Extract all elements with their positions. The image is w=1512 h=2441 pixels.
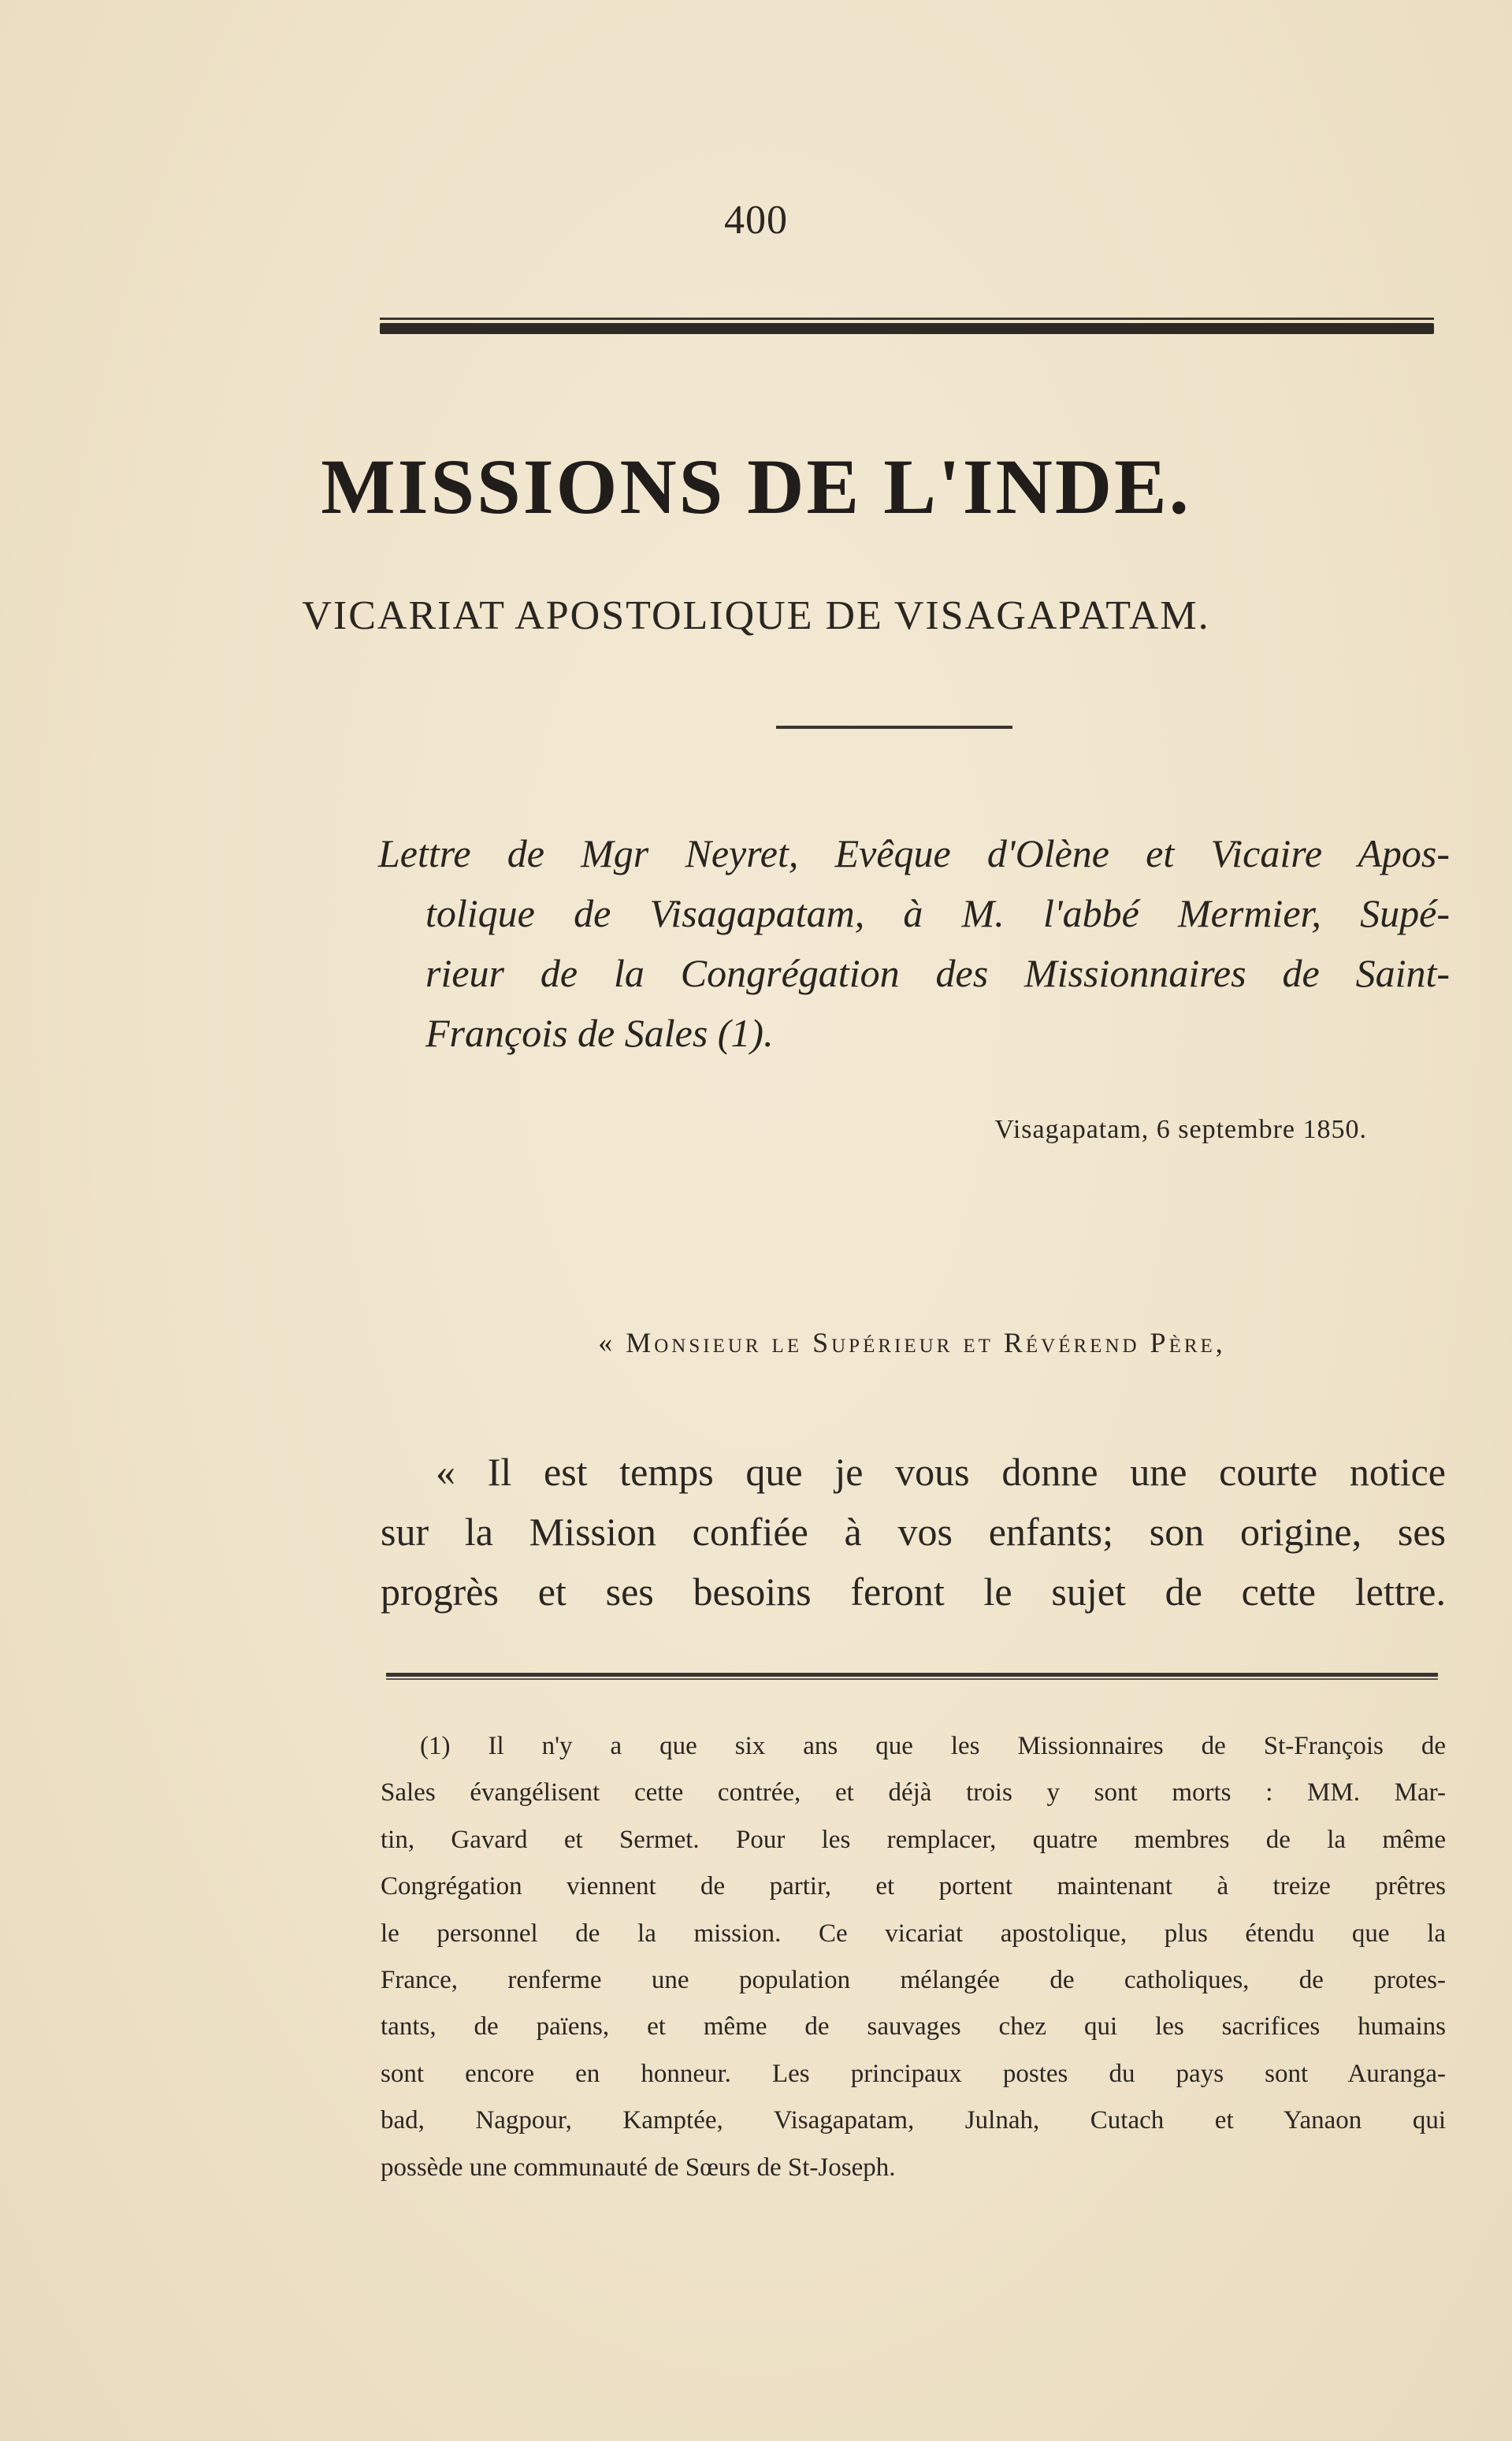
page-number: 400 — [724, 198, 788, 243]
footnote-line: bad, Nagpour, Kamptée, Visagapatam, Julnah, Cutach et Yanaon qui — [381, 2106, 1446, 2135]
letter-heading-line: tolique de Visagapatam, à M. l'abbé Mermier, Supé- — [425, 891, 1450, 935]
body-paragraph — [381, 1442, 1446, 1622]
footnote-line: possède une communauté de Sœurs de St-Joseph. — [381, 2153, 896, 2182]
footnote-line: (1) Il n'y a que six ans que les Missionnaires de St-François de — [420, 1732, 1446, 1760]
salutation: « Monsieur le Supérieur et Révérend Père, — [598, 1327, 1226, 1358]
letter-heading-line: François de Sales (1). — [425, 1011, 774, 1055]
subtitle: VICARIAT APOSTOLIQUE DE VISAGAPATAM. — [302, 593, 1210, 638]
footnote-line: sont encore en honneur. Les principaux postes du pays sont Auranga- — [381, 2059, 1446, 2088]
letter-heading-line: rieur de la Congrégation des Missionnaires de Saint- — [425, 951, 1450, 995]
footnote — [381, 1723, 1446, 2191]
body-line: sur la Mission confiée à vos enfants; son origine, ses — [381, 1510, 1446, 1554]
footnote-rule — [386, 1673, 1438, 1677]
dateline: Visagapatam, 6 septembre 1850. — [994, 1115, 1367, 1144]
footnote-line: Congrégation viennent de partir, et portent maintenant à treize prêtres — [381, 1872, 1446, 1901]
footnote-line: le personnel de la mission. Ce vicariat apostolique, plus étendu que la — [381, 1919, 1446, 1948]
letter-heading-line: Lettre de Mgr Neyret, Evêque d'Olène et Vicaire Apos- — [378, 831, 1450, 875]
footnote-line: France, renferme une population mélangée de catholiques, de protes- — [381, 1966, 1446, 1995]
letter-heading — [378, 823, 1450, 1063]
body-line: progrès et ses besoins feront le sujet de cette lettre. — [381, 1570, 1446, 1614]
title-divider — [776, 726, 1012, 729]
footnote-line: tin, Gavard et Sermet. Pour les remplacer, quatre membres de la même — [381, 1825, 1446, 1854]
header-rule — [380, 323, 1434, 334]
footnote-line: Sales évangélisent cette contrée, et déjà trois y sont morts : MM. Mar- — [381, 1778, 1446, 1808]
main-title: MISSIONS DE L'INDE. — [321, 443, 1191, 530]
body-line: « Il est temps que je vous donne une courte notice — [436, 1450, 1446, 1494]
footnote-line: tants, de païens, et même de sauvages chez qui les sacrifices humains — [381, 2012, 1446, 2042]
